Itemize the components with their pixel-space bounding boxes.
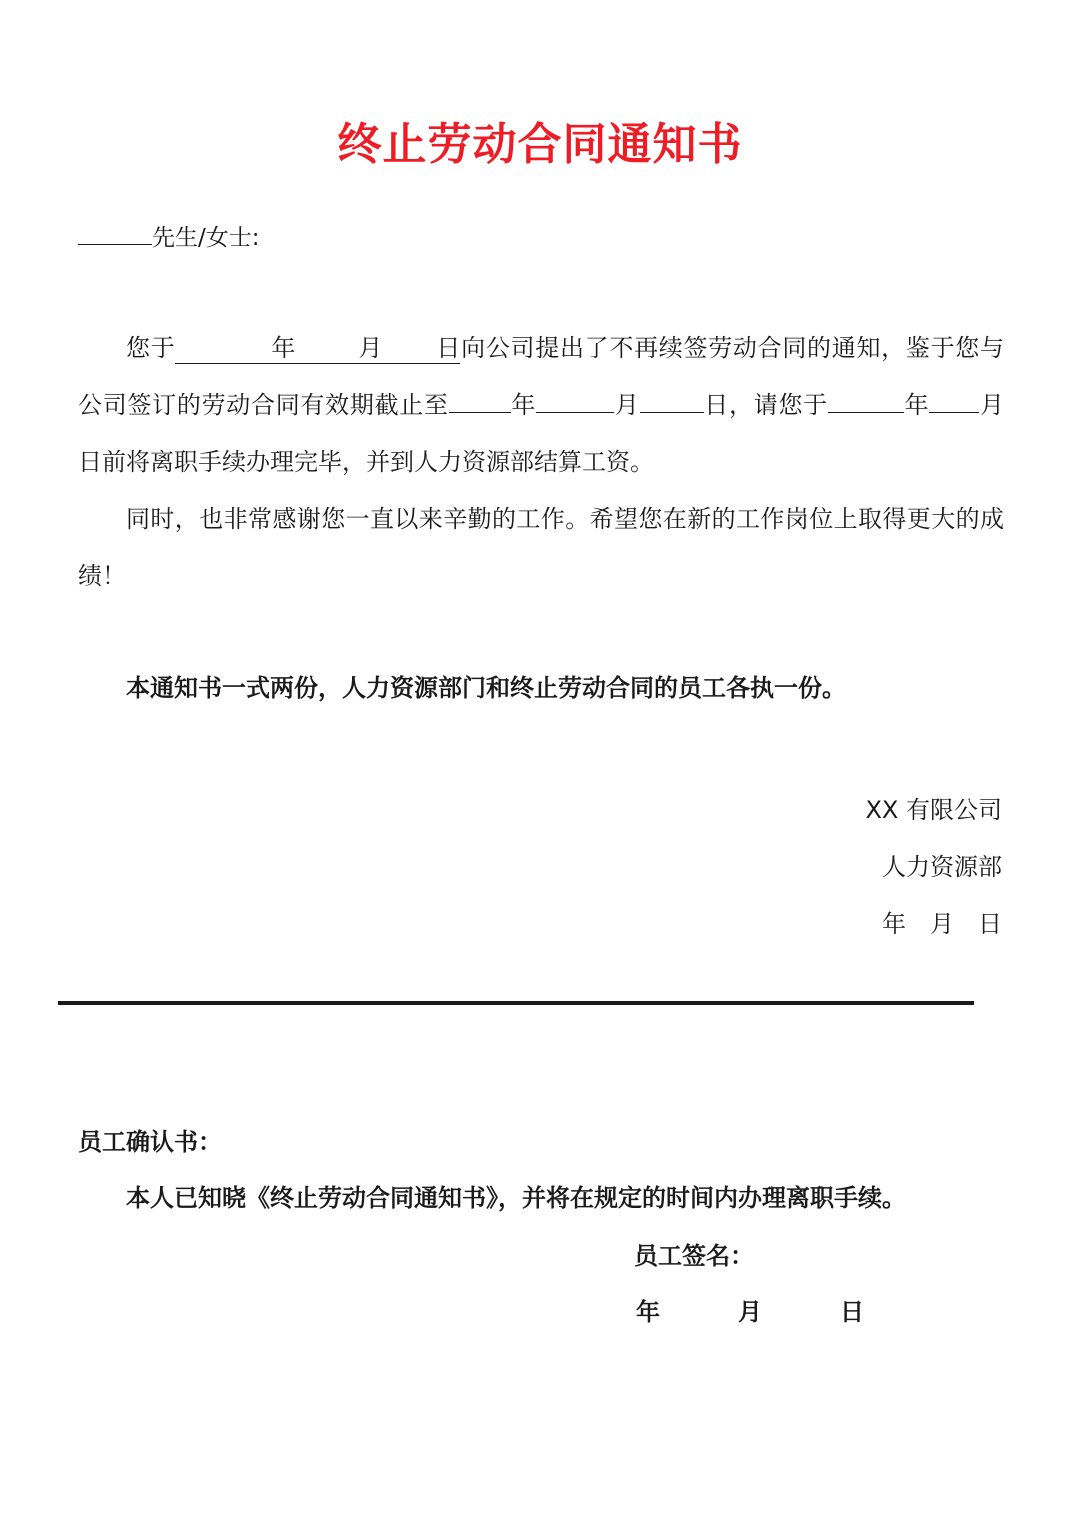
end-month-blank [536,386,614,413]
notice-date-underline: 年 月 日 [175,333,460,364]
employee-date [636,1292,864,1327]
company-name: XX 有限公司 [865,796,1002,824]
employee-date-year: 年 [636,1298,660,1326]
paragraph-2: 同时，也非常感谢您一直以来辛勤的工作。希望您在新的工作岗位上取得更大的成绩！ [78,505,1004,590]
paragraph-1: 您于 年 月 日向公司提出了不再续签劳动合同的通知，鉴于您与公司签订的劳动合同有效期截止至 年 月 日，请您于 年 月日前将离职手续办理完毕，并到人力资源部结算工资。 [78,334,1005,476]
deadline-month-blank [929,386,979,413]
notice-body [78,320,1004,605]
end-day-blank [640,386,704,413]
end-year-blank [449,386,511,413]
employee-date-day: 日 [840,1298,864,1326]
employee-date-month: 月 [738,1298,762,1326]
issuer-signature-block [865,782,1002,953]
confirmation-text: 本人已知晓《终止劳动合同通知书》，并将在规定的时间内办理离职手续。 [126,1184,906,1212]
employee-signature-label: 员工签名： [634,1242,754,1270]
greeting-line [78,218,260,256]
copies-note: 本通知书一式两份，人力资源部门和终止劳动合同的员工各执一份。 [126,674,846,702]
department-name: 人力资源部 [882,853,1002,881]
confirmation-title: 员工确认书： [78,1128,222,1156]
document-title: 终止劳动合同通知书 [337,119,743,170]
issue-date: 年 月 日 [882,910,1002,938]
section-divider [58,1001,974,1005]
name-blank [78,218,152,245]
greeting-suffix: 先生/女士: [152,225,260,251]
deadline-year-blank [828,386,904,413]
